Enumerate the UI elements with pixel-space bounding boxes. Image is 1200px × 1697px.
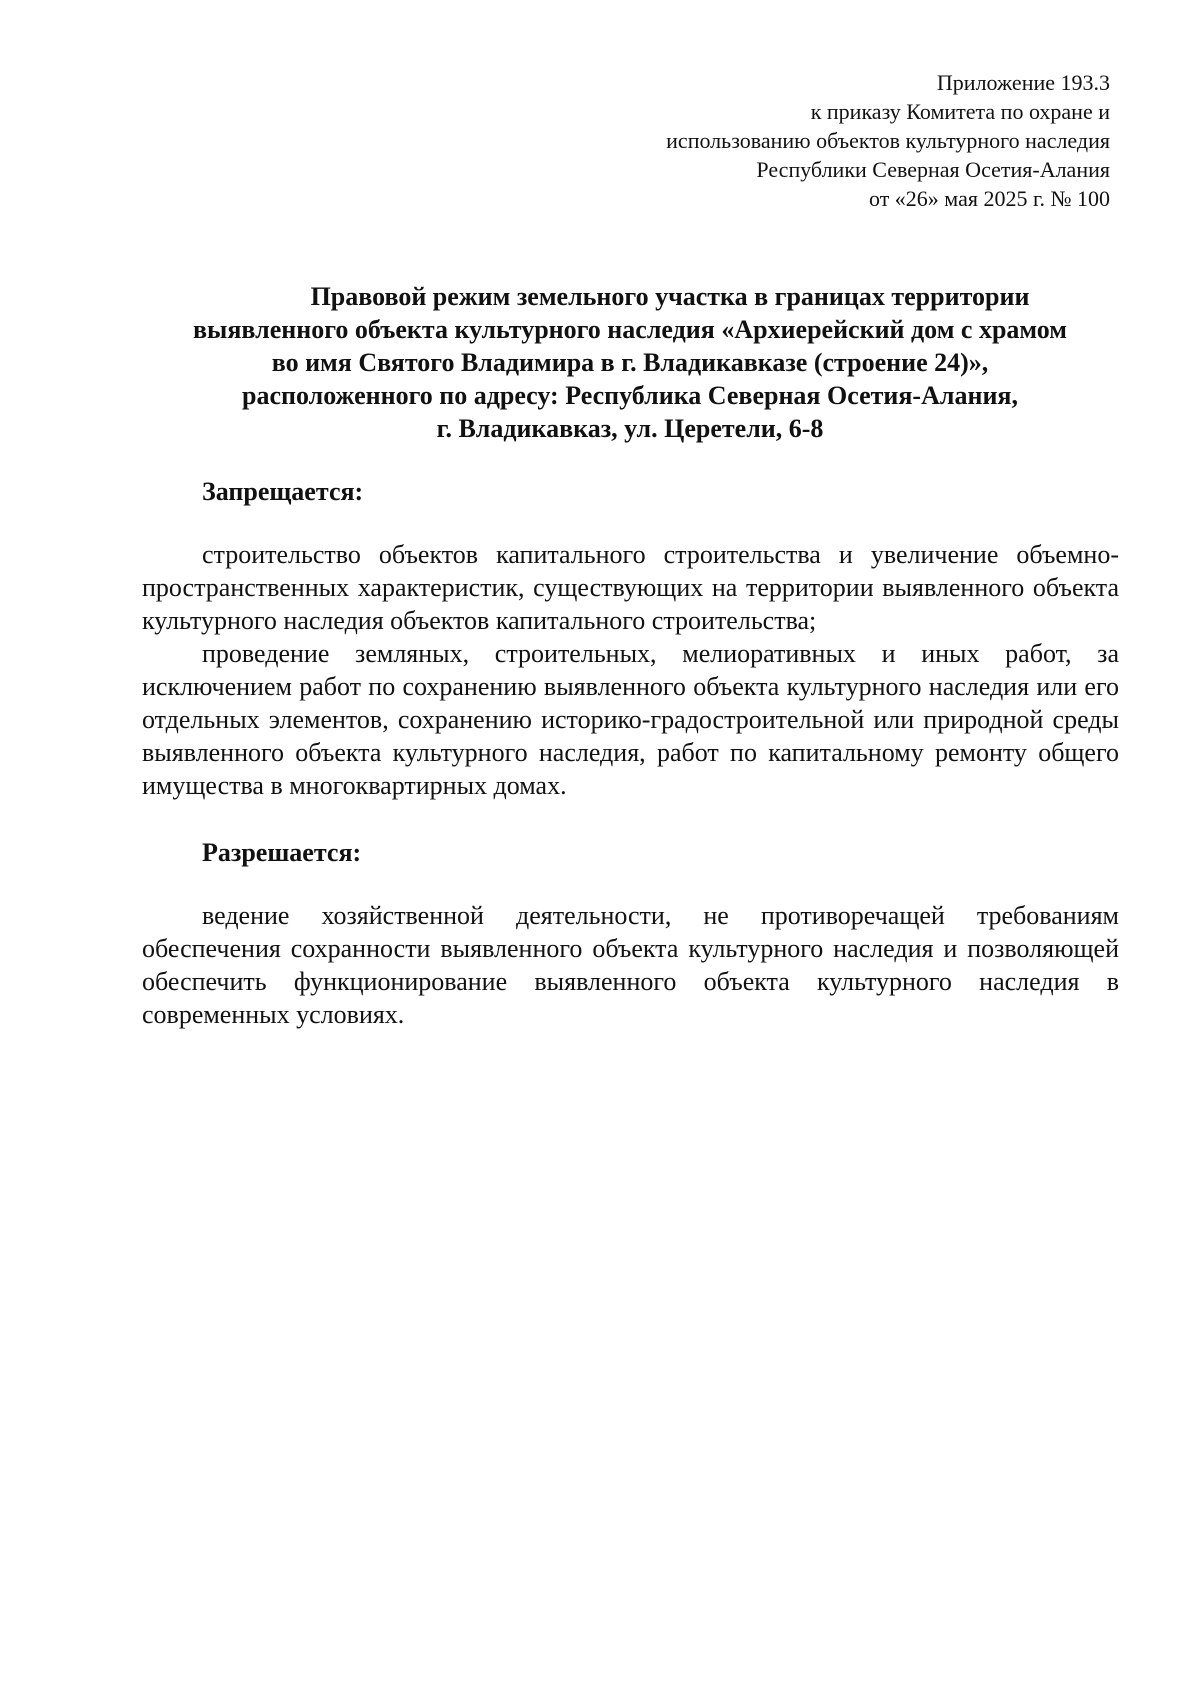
title-line: Правовой режим земельного участка в границах территории xyxy=(310,282,1030,311)
appendix-committee-line: использованию объектов культурного наследия xyxy=(666,128,1110,153)
allowed-heading: Разрешается: xyxy=(202,838,362,867)
appendix-republic-line: Республики Северная Осетия-Алания xyxy=(756,157,1110,182)
forbidden-section xyxy=(142,538,1119,802)
allowed-section xyxy=(142,899,1119,1031)
allowed-paragraph: ведение хозяйственной деятельности, не противоречащей требованиям обеспечения сохранности выявленного объекта культурного наследия и позволяющей обеспечить функционирование выявленного объекта культурного наследия в современных условиях. xyxy=(142,901,1119,1029)
title-line: расположенного по адресу: Республика Северная Осетия-Алания, xyxy=(241,381,1018,410)
title-line: г. Владикавказ, ул. Церетели, 6-8 xyxy=(436,414,824,443)
title-line: во имя Святого Владимира в г. Владикавказе (строение 24)», xyxy=(271,348,989,377)
forbidden-heading: Запрещается: xyxy=(202,477,364,506)
forbidden-paragraph: строительство объектов капитального строительства и увеличение объемно-пространственных характеристик, существующих на территории выявленного объекта культурного наследия объектов капитального строительства; xyxy=(142,540,1119,635)
appendix-reference xyxy=(550,68,1110,213)
document-title xyxy=(140,280,1120,445)
title-line: выявленного объекта культурного наследия «Архиерейский дом с храмом xyxy=(193,315,1067,344)
appendix-number: Приложение 193.3 xyxy=(936,70,1110,95)
appendix-order-line: к приказу Комитета по охране и xyxy=(810,99,1110,124)
forbidden-paragraph: проведение земляных, строительных, мелиоративных и иных работ, за исключением работ по сохранению выявленного объекта культурного наследия или его отдельных элементов, сохранению историко-градостроительной или природной среды выявленного объекта культурного наследия, работ по капитальному ремонту общего имущества в многоквартирных домах. xyxy=(142,639,1119,800)
appendix-date-line: от «26» мая 2025 г. № 100 xyxy=(868,186,1110,211)
